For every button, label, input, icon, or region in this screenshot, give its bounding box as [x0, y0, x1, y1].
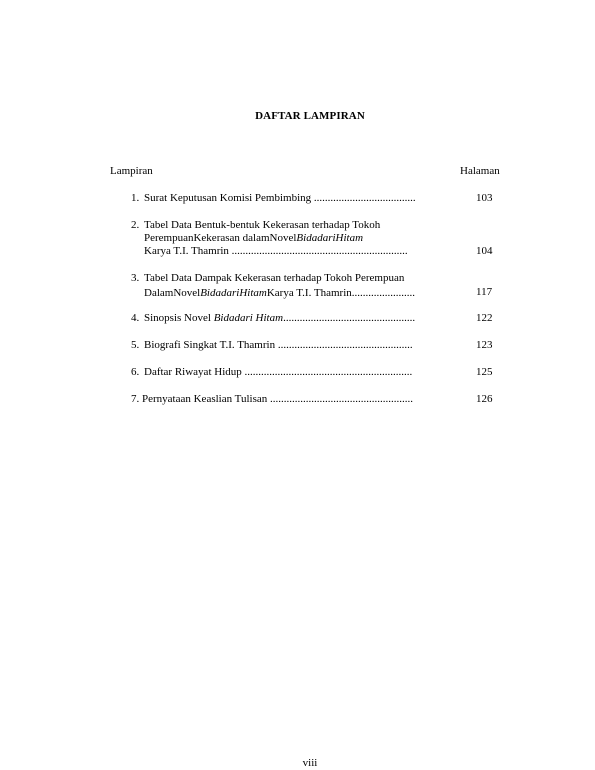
- entry-number: 1.: [131, 192, 140, 204]
- column-header-halaman: Halaman: [460, 165, 500, 177]
- entry-text: Karya T.I. Thamrin.......................: [266, 287, 415, 299]
- entry-text: DalamNovel: [144, 287, 201, 299]
- entry-page-number: 123: [476, 339, 493, 351]
- list-item: [131, 339, 439, 352]
- entry-number: 2.: [131, 219, 140, 231]
- entry-page-number: 126: [476, 393, 493, 405]
- entry-text: Sinopsis Novel: [144, 312, 214, 324]
- list-item: [131, 272, 439, 300]
- entry-text-italic: Bidadari Hitam: [213, 312, 284, 324]
- entry-text: ................................................: [283, 312, 416, 324]
- entry-page-number: 104: [476, 245, 493, 257]
- entry-text: Daftar Riwayat Hidup .............................................................: [144, 366, 413, 378]
- entry-text: PerempuanKekerasan dalamNovel: [144, 232, 297, 244]
- entry-text: Tabel Data Bentuk-bentuk Kekerasan terhadap Tokoh: [144, 219, 381, 231]
- column-header-lampiran: Lampiran: [110, 165, 153, 177]
- entry-text: Pernyataan Keaslian Tulisan ....................................................: [142, 393, 414, 405]
- entry-number: 4.: [131, 312, 140, 324]
- entry-page-number: 125: [476, 366, 493, 378]
- entry-page-number: 122: [476, 312, 493, 324]
- entry-text-italic: BidadariHitam: [200, 287, 267, 299]
- entry-page-number: 117: [476, 286, 493, 298]
- entry-text: Biografi Singkat T.I. Thamrin .................................................: [144, 339, 413, 351]
- entry-page-number: 103: [476, 192, 493, 204]
- entry-number: 7.: [131, 393, 140, 405]
- entry-number: 5.: [131, 339, 140, 351]
- entry-text: Tabel Data Dampak Kekerasan terhadap Tokoh Perempuan: [144, 272, 405, 284]
- list-item: [131, 192, 439, 205]
- page-title: DAFTAR LAMPIRAN: [255, 110, 365, 122]
- entry-number: 3.: [131, 272, 140, 284]
- list-item: [131, 366, 439, 379]
- list-item: [131, 393, 439, 406]
- entry-text: Surat Keputusan Komisi Pembimbing .....................................: [144, 192, 416, 204]
- entry-number: 6.: [131, 366, 140, 378]
- entry-text: Karya T.I. Thamrin ................................................................: [144, 245, 408, 257]
- page-number-footer: viii: [302, 757, 318, 769]
- entry-text-italic: BidadariHitam: [296, 232, 364, 244]
- list-item: [131, 219, 439, 258]
- list-item: [131, 312, 439, 325]
